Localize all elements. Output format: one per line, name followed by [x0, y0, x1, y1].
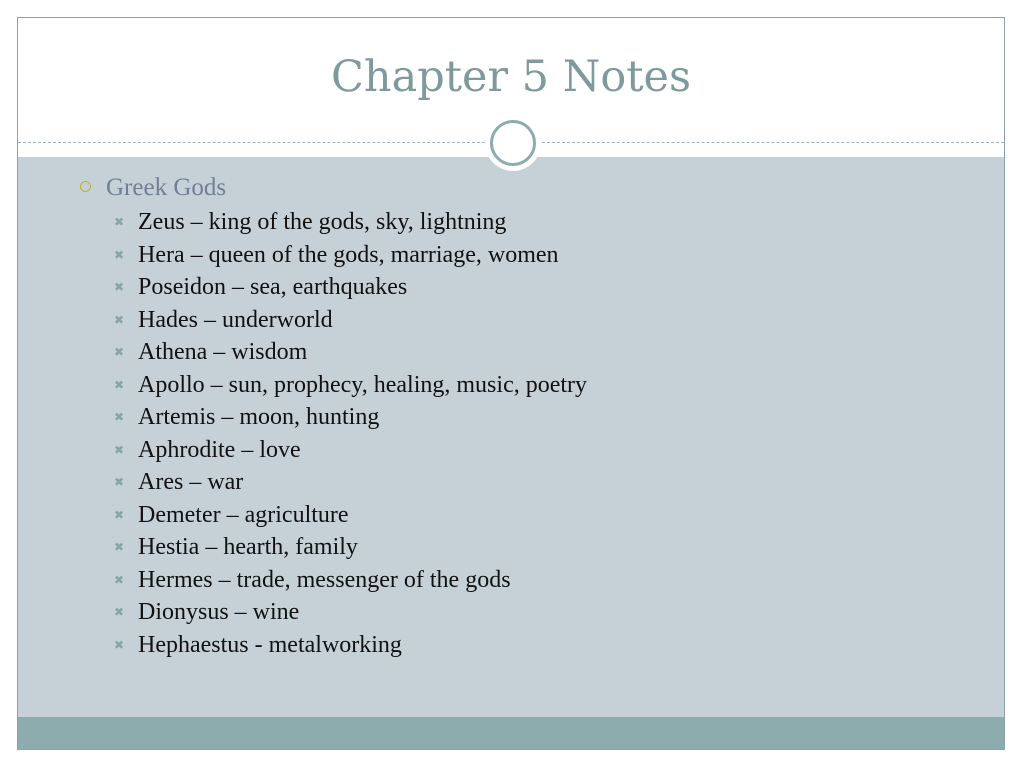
- list-item: [114, 466, 1004, 499]
- list-item: [114, 239, 1004, 272]
- list-item-text: Demeter – agriculture: [138, 501, 349, 528]
- heading-text: Greek Gods: [106, 174, 227, 201]
- list-item: [114, 271, 1004, 304]
- x-mark-bullet-icon: ✖: [114, 605, 125, 619]
- x-mark-bullet-icon: ✖: [114, 215, 125, 229]
- x-mark-bullet-icon: ✖: [114, 345, 125, 359]
- slide-content: [18, 170, 1004, 661]
- list-item-text: Aphrodite – love: [138, 436, 301, 463]
- list-item-text: Ares – war: [138, 469, 244, 495]
- list-item: [114, 434, 1004, 467]
- list-item-text: Hestia – hearth, family: [138, 534, 358, 560]
- list-item-text: Hera – queen of the gods, marriage, women: [138, 241, 559, 268]
- list-item: [114, 596, 1004, 629]
- slide-title: Chapter 5 Notes: [330, 52, 692, 102]
- list-item: [114, 304, 1004, 337]
- hollow-circle-bullet-icon: [80, 181, 91, 192]
- list-item-text: Dionysus – wine: [138, 599, 300, 625]
- x-mark-bullet-icon: ✖: [114, 410, 125, 424]
- list-item: [114, 629, 1004, 662]
- list-item: [114, 499, 1004, 532]
- x-mark-bullet-icon: ✖: [114, 312, 125, 327]
- list-item-text: Hades – underworld: [138, 306, 333, 333]
- list-item: [114, 336, 1004, 369]
- list-item: [114, 206, 1004, 239]
- list-item-text: Hephaestus - metalworking: [138, 631, 402, 658]
- x-mark-bullet-icon: ✖: [114, 572, 125, 587]
- x-mark-bullet-icon: ✖: [114, 442, 125, 457]
- list-item: [114, 401, 1004, 434]
- circle-ring: [490, 120, 536, 166]
- list-item: [114, 564, 1004, 597]
- list-item-text: Apollo – sun, prophecy, healing, music, poetry: [138, 371, 588, 398]
- list-item-text: Zeus – king of the gods, sky, lightning: [138, 209, 507, 235]
- list-item-text: Artemis – moon, hunting: [138, 404, 380, 430]
- list-item-text: Hermes – trade, messenger of the gods: [138, 566, 511, 593]
- footer-bar: [18, 717, 1004, 750]
- slide: [17, 17, 1005, 750]
- x-mark-bullet-icon: ✖: [114, 247, 125, 262]
- x-mark-bullet-icon: ✖: [114, 507, 125, 522]
- list-item: [114, 369, 1004, 402]
- circle-ornament-icon: [485, 115, 541, 171]
- list-item-text: Poseidon – sea, earthquakes: [138, 274, 408, 300]
- x-mark-bullet-icon: ✖: [114, 475, 125, 489]
- list-item-text: Athena – wisdom: [138, 339, 308, 365]
- list-item: [114, 531, 1004, 564]
- x-mark-bullet-icon: ✖: [114, 540, 125, 554]
- x-mark-bullet-icon: ✖: [114, 637, 125, 652]
- x-mark-bullet-icon: ✖: [114, 280, 125, 294]
- bullet-list: [18, 206, 1004, 661]
- bullet-heading: [106, 170, 1004, 206]
- x-mark-bullet-icon: ✖: [114, 377, 125, 392]
